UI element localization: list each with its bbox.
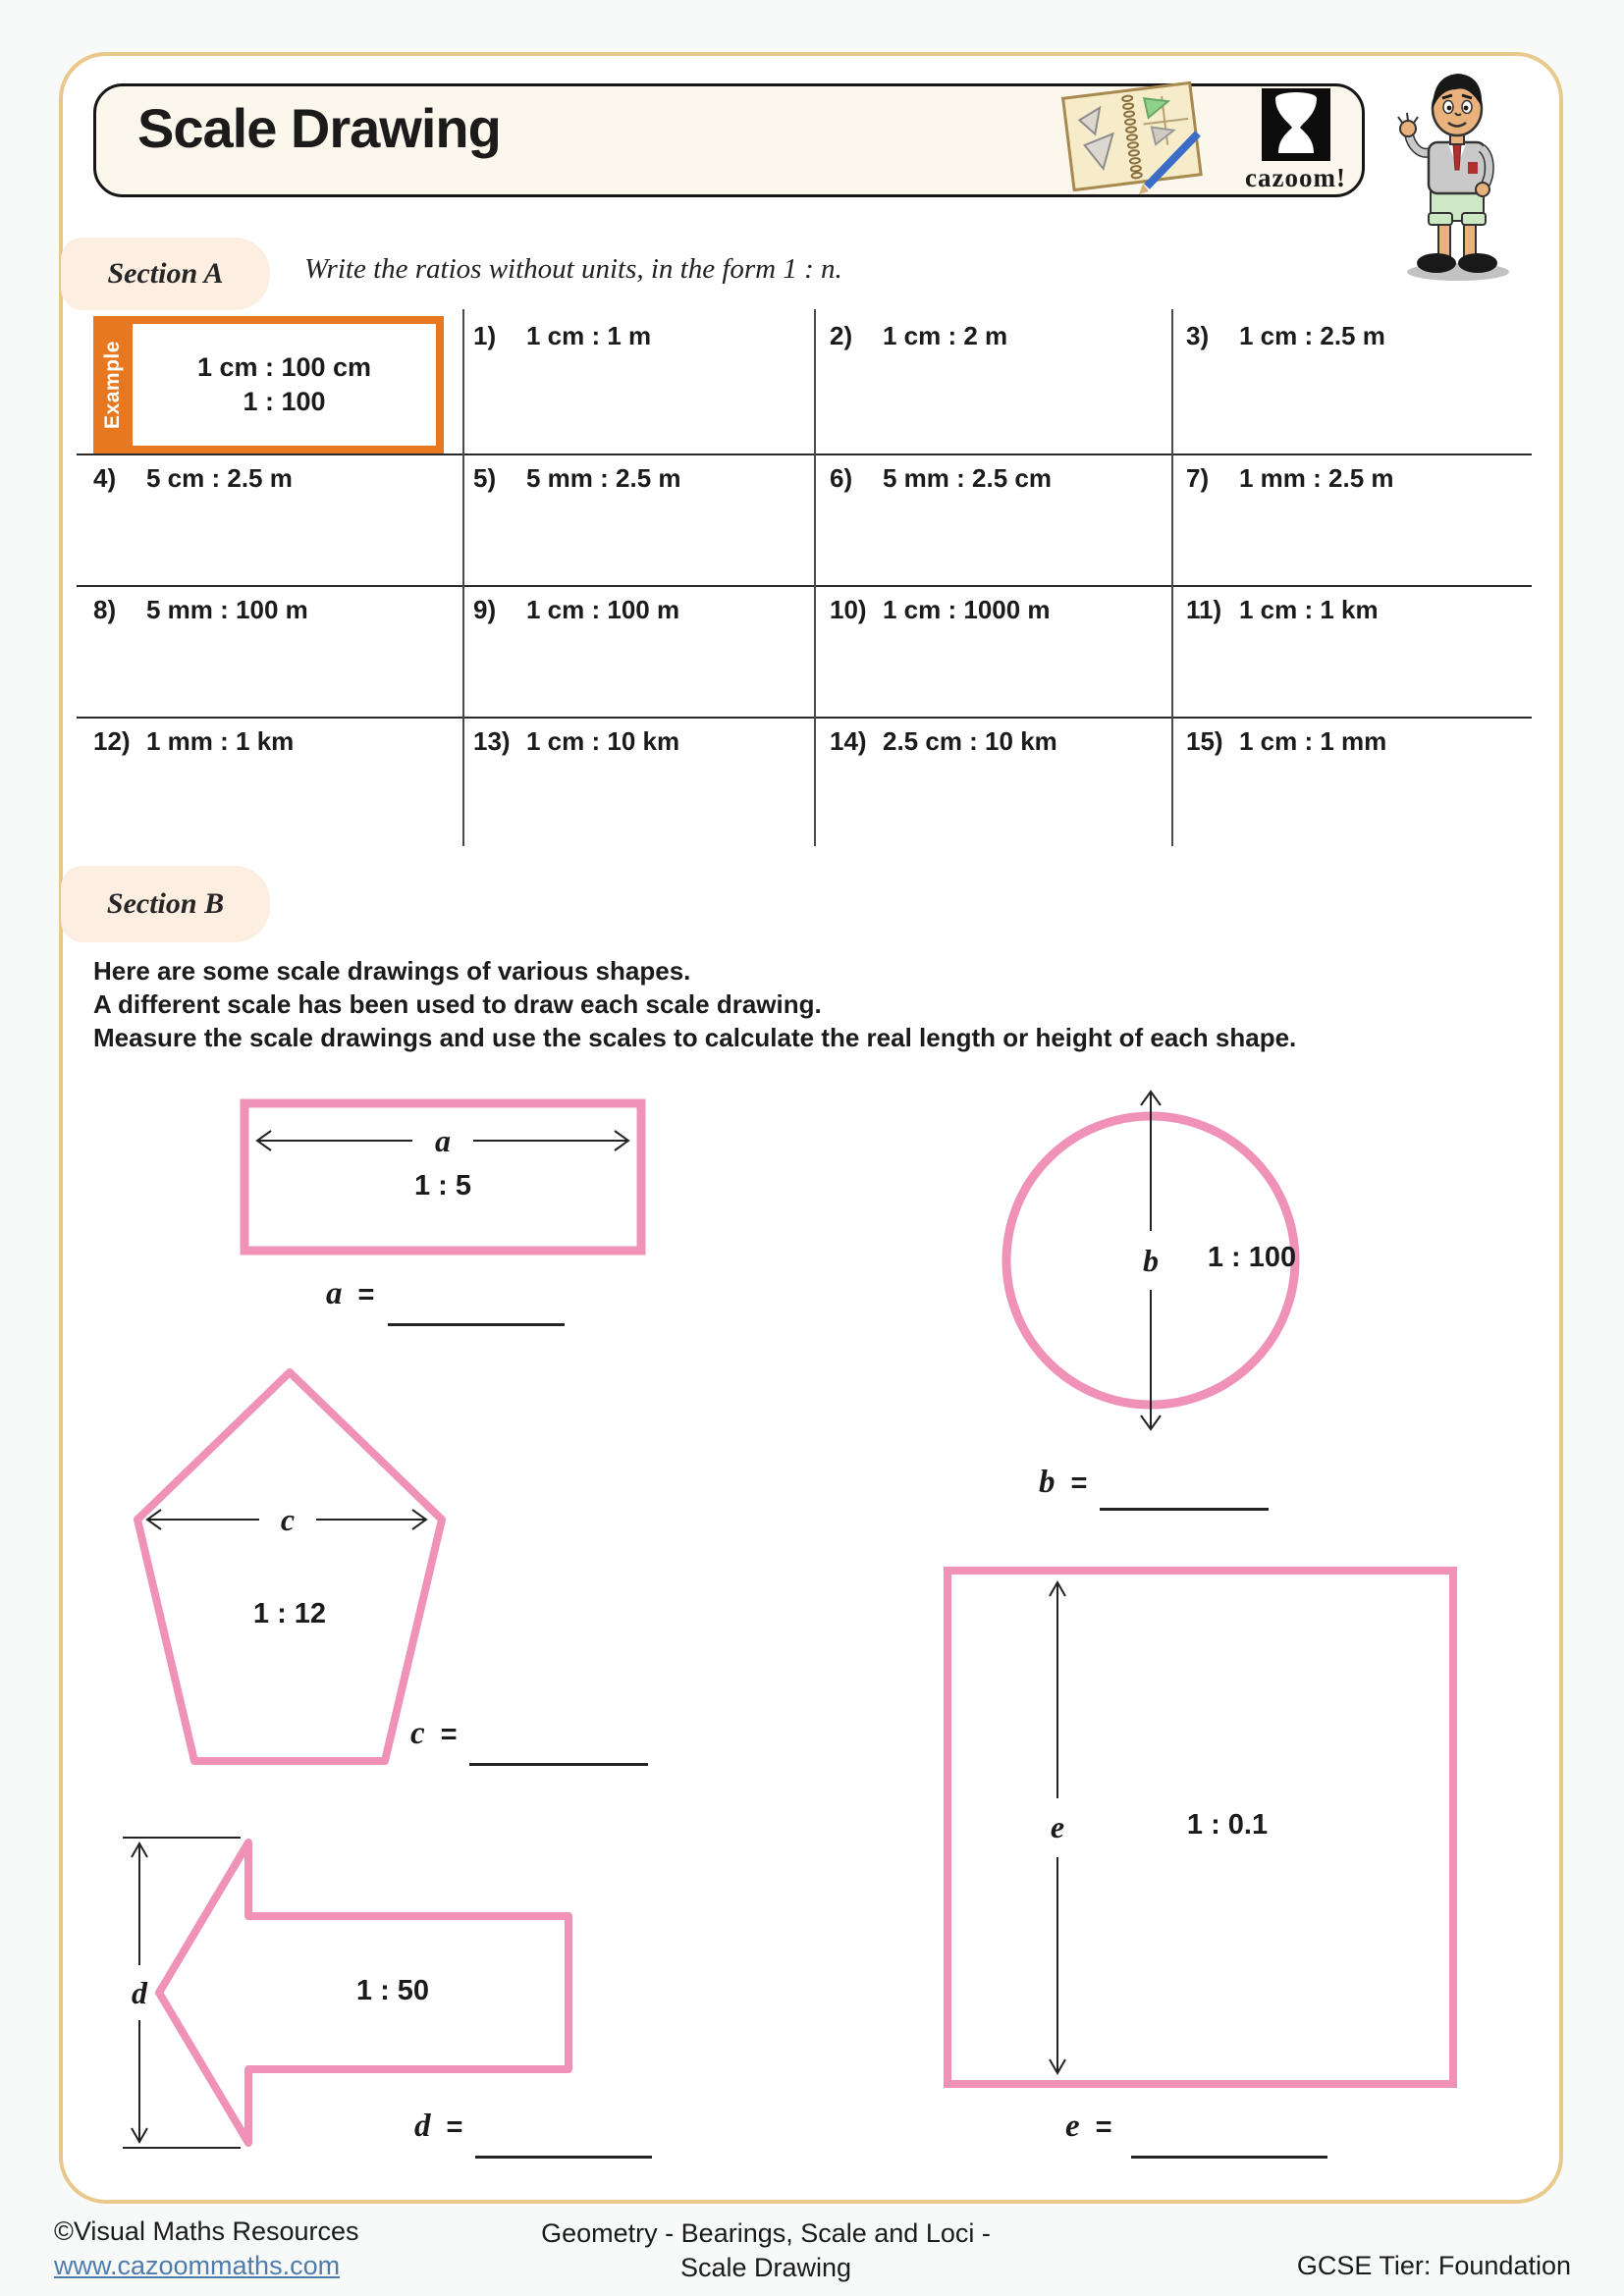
problem-number: 1) xyxy=(473,321,497,350)
problem-ratio: 1 cm : 1 m xyxy=(526,321,652,350)
problem-number: 13) xyxy=(473,726,511,756)
tier-label: GCSE Tier: Foundation xyxy=(1296,2251,1571,2280)
example-line2: 1 : 100 xyxy=(243,387,326,416)
scale-ratio-c: 1 : 12 xyxy=(252,1598,327,1629)
dimension-label-e: e xyxy=(1050,1808,1065,1844)
problem-ratio: 1 cm : 1000 m xyxy=(883,595,1051,624)
answer-blank-d xyxy=(475,2156,652,2159)
category-line2: Scale Drawing xyxy=(679,2253,852,2282)
problem-ratio: 5 mm : 2.5 m xyxy=(526,463,681,493)
instruction-line: Here are some scale drawings of various shapes. xyxy=(93,956,691,986)
problem-ratio: 1 cm : 100 m xyxy=(526,595,680,624)
dimension-label-b: b xyxy=(1143,1242,1159,1278)
scale-ratio-d: 1 : 50 xyxy=(355,1975,430,2006)
problem-number: 12) xyxy=(93,726,131,756)
answer-row-c xyxy=(410,1716,458,1752)
answer-equals-c: = xyxy=(440,1719,458,1750)
answer-equals-e: = xyxy=(1095,2111,1112,2143)
answer-row-a xyxy=(326,1276,374,1312)
website-link[interactable]: www.cazoommaths.com xyxy=(54,2251,341,2280)
category-line1: Geometry - Bearings, Scale and Loci - xyxy=(541,2218,991,2248)
answer-blank-b xyxy=(1100,1508,1269,1511)
problem-number: 3) xyxy=(1186,321,1210,350)
copyright-text: ©Visual Maths Resources xyxy=(54,2216,359,2246)
answer-var-d: d xyxy=(414,2109,431,2144)
answer-equals-a: = xyxy=(357,1279,375,1310)
instruction-line: A different scale has been used to draw each scale drawing. xyxy=(93,989,822,1019)
answer-row-d xyxy=(414,2109,462,2145)
instruction-line: Measure the scale drawings and use the scales to calculate the real length or height of each shape. xyxy=(93,1023,1297,1052)
dimension-label-a: a xyxy=(435,1122,451,1158)
answer-blank-e xyxy=(1131,2156,1327,2159)
cazoom-logo-text: cazoom! xyxy=(1245,163,1346,192)
problem-ratio: 2.5 cm : 10 km xyxy=(883,726,1057,756)
problem-ratio: 1 cm : 1 km xyxy=(1239,595,1379,624)
dimension-label-c: c xyxy=(280,1501,296,1537)
scale-ratio-a: 1 : 5 xyxy=(413,1170,472,1201)
problem-ratio: 1 mm : 1 km xyxy=(146,726,295,756)
problem-number: 4) xyxy=(93,463,117,493)
answer-var-e: e xyxy=(1065,2109,1080,2144)
problem-number: 6) xyxy=(830,463,853,493)
section-a-label: Section A xyxy=(107,257,224,290)
problem-number: 14) xyxy=(830,726,867,756)
scale-ratio-e: 1 : 0.1 xyxy=(1186,1809,1269,1841)
answer-var-b: b xyxy=(1039,1465,1056,1500)
problem-ratio: 5 cm : 2.5 m xyxy=(146,463,293,493)
example-tab-label: Example xyxy=(101,341,124,429)
dimension-label-d: d xyxy=(132,1974,147,2010)
answer-equals-d: = xyxy=(446,2111,463,2143)
answer-equals-b: = xyxy=(1070,1468,1088,1499)
answer-var-a: a xyxy=(326,1276,343,1311)
answer-var-c: c xyxy=(410,1716,425,1751)
problem-number: 5) xyxy=(473,463,497,493)
section-b-label: Section B xyxy=(106,887,225,920)
problem-ratio: 5 mm : 2.5 cm xyxy=(883,463,1052,493)
problem-ratio: 1 cm : 2.5 m xyxy=(1239,321,1385,350)
problem-number: 15) xyxy=(1186,726,1223,756)
pentagon-shape xyxy=(137,1372,442,1761)
section-a-instruction: Write the ratios without units, in the form 1 : n. xyxy=(304,253,842,285)
problem-number: 11) xyxy=(1186,595,1222,624)
example-line1: 1 cm : 100 cm xyxy=(196,352,372,382)
answer-blank-a xyxy=(388,1323,565,1326)
problem-number: 9) xyxy=(473,595,497,624)
problem-ratio: 1 mm : 2.5 m xyxy=(1239,463,1394,493)
problem-ratio: 1 cm : 1 mm xyxy=(1239,726,1387,756)
problem-ratio: 1 cm : 10 km xyxy=(526,726,680,756)
answer-blank-c xyxy=(469,1763,648,1766)
problem-number: 8) xyxy=(93,595,117,624)
worksheet-category xyxy=(422,2216,1110,2285)
page-title: Scale Drawing xyxy=(137,97,501,159)
problem-ratio: 5 mm : 100 m xyxy=(146,595,308,624)
answer-row-b xyxy=(1039,1465,1087,1501)
answer-row-e xyxy=(1065,2109,1112,2145)
problem-number: 10) xyxy=(830,595,867,624)
problem-number: 2) xyxy=(830,321,853,350)
problem-ratio: 1 cm : 2 m xyxy=(883,321,1008,350)
scale-ratio-b: 1 : 100 xyxy=(1207,1242,1297,1273)
problem-number: 7) xyxy=(1186,463,1210,493)
